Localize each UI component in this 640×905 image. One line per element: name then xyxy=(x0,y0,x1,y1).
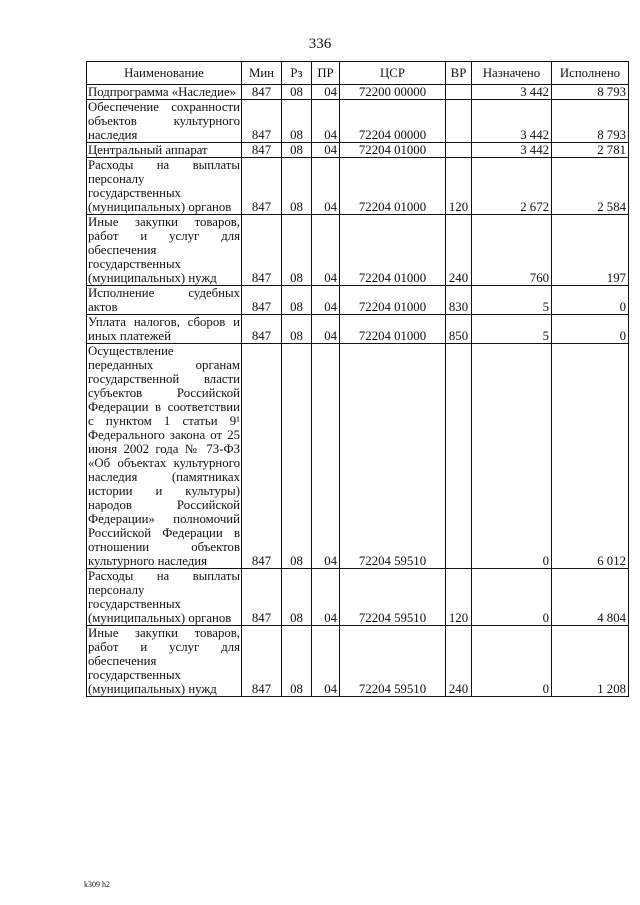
row-vr: 240 xyxy=(446,626,472,697)
row-rz: 08 xyxy=(282,215,312,286)
table-row xyxy=(87,286,629,315)
header-executed: Исполнено xyxy=(552,62,629,85)
row-executed: 6 012 xyxy=(552,344,629,569)
row-name: Расходы на выплаты персоналу государственных (муниципальных) органов xyxy=(88,158,240,214)
row-executed: 197 xyxy=(552,215,629,286)
row-executed: 8 793 xyxy=(552,100,629,143)
row-csr: 72204 01000 xyxy=(340,143,446,158)
row-min: 847 xyxy=(242,344,282,569)
row-executed: 2 584 xyxy=(552,158,629,215)
row-name: Исполнение судебных актов xyxy=(88,286,240,314)
row-assigned: 2 672 xyxy=(472,158,552,215)
row-executed: 4 804 xyxy=(552,569,629,626)
row-min: 847 xyxy=(242,569,282,626)
budget-table xyxy=(86,61,629,697)
row-min: 847 xyxy=(242,215,282,286)
row-csr: 72204 01000 xyxy=(340,286,446,315)
row-name: Иные закупки товаров, работ и услуг для обеспечения государственных (муниципальных) нужд xyxy=(88,215,240,285)
row-min: 847 xyxy=(242,626,282,697)
row-pr: 04 xyxy=(312,215,340,286)
row-name: Иные закупки товаров, работ и услуг для обеспечения государственных (муниципальных) нужд xyxy=(88,626,240,696)
table-row xyxy=(87,143,629,158)
row-name: Расходы на выплаты персоналу государственных (муниципальных) органов xyxy=(88,569,240,625)
page-number: 336 xyxy=(308,36,332,52)
row-executed: 1 208 xyxy=(552,626,629,697)
row-assigned: 3 442 xyxy=(472,100,552,143)
row-csr: 72204 01000 xyxy=(340,315,446,344)
header-pr: ПР xyxy=(312,62,340,85)
row-pr: 04 xyxy=(312,100,340,143)
footer-code: k309 h2 xyxy=(84,880,110,889)
row-pr: 04 xyxy=(312,85,340,100)
row-vr xyxy=(446,344,472,569)
table-row xyxy=(87,85,629,100)
row-executed: 0 xyxy=(552,315,629,344)
row-rz: 08 xyxy=(282,286,312,315)
table-row xyxy=(87,100,629,143)
row-name: Осуществление переданных органам государственной власти субъектов Российской Федерации в соответствии с пунктом 1 статьи 9¹ Федерального закона от 25 июня 2002 года № 73-ФЗ «Об объектах культурного наследия (памятниках истории и культуры) народов Российской Федерации» полномочий Российской Федерации в отношении объектов культурного наследия xyxy=(88,344,240,568)
row-csr: 72204 00000 xyxy=(340,100,446,143)
header-assigned: Назначено xyxy=(472,62,552,85)
row-rz: 08 xyxy=(282,626,312,697)
row-pr: 04 xyxy=(312,626,340,697)
row-pr: 04 xyxy=(312,143,340,158)
row-assigned: 3 442 xyxy=(472,85,552,100)
row-rz: 08 xyxy=(282,344,312,569)
row-min: 847 xyxy=(242,85,282,100)
row-vr: 850 xyxy=(446,315,472,344)
header-min: Мин xyxy=(242,62,282,85)
row-pr: 04 xyxy=(312,158,340,215)
row-rz: 08 xyxy=(282,569,312,626)
row-csr: 72204 59510 xyxy=(340,569,446,626)
header-vr: ВР xyxy=(446,62,472,85)
row-vr xyxy=(446,100,472,143)
row-min: 847 xyxy=(242,286,282,315)
row-name: Центральный аппарат xyxy=(87,143,242,158)
header-csr: ЦСР xyxy=(340,62,446,85)
row-assigned: 0 xyxy=(472,569,552,626)
header-name: Наименование xyxy=(87,62,242,85)
table-row xyxy=(87,626,629,697)
table-row xyxy=(87,344,629,569)
row-name: Обеспечение сохранности объектов культурного наследия xyxy=(88,100,240,142)
row-rz: 08 xyxy=(282,315,312,344)
row-vr: 830 xyxy=(446,286,472,315)
row-min: 847 xyxy=(242,100,282,143)
row-rz: 08 xyxy=(282,143,312,158)
row-csr: 72200 00000 xyxy=(340,85,446,100)
table-row xyxy=(87,158,629,215)
row-csr: 72204 01000 xyxy=(340,215,446,286)
row-pr: 04 xyxy=(312,315,340,344)
row-executed: 0 xyxy=(552,286,629,315)
header-rz: Рз xyxy=(282,62,312,85)
row-pr: 04 xyxy=(312,569,340,626)
header-row xyxy=(87,62,629,85)
row-executed: 8 793 xyxy=(552,85,629,100)
row-vr: 120 xyxy=(446,569,472,626)
row-assigned: 760 xyxy=(472,215,552,286)
row-vr xyxy=(446,85,472,100)
row-vr: 240 xyxy=(446,215,472,286)
row-rz: 08 xyxy=(282,85,312,100)
table-row xyxy=(87,215,629,286)
row-rz: 08 xyxy=(282,100,312,143)
row-min: 847 xyxy=(242,315,282,344)
row-assigned: 0 xyxy=(472,344,552,569)
row-vr: 120 xyxy=(446,158,472,215)
row-csr: 72204 01000 xyxy=(340,158,446,215)
row-assigned: 0 xyxy=(472,626,552,697)
row-assigned: 3 442 xyxy=(472,143,552,158)
row-pr: 04 xyxy=(312,286,340,315)
row-vr xyxy=(446,143,472,158)
row-csr: 72204 59510 xyxy=(340,626,446,697)
row-pr: 04 xyxy=(312,344,340,569)
row-min: 847 xyxy=(242,158,282,215)
table-row xyxy=(87,569,629,626)
row-name: Уплата налогов, сборов и иных платежей xyxy=(88,315,240,343)
row-assigned: 5 xyxy=(472,315,552,344)
row-csr: 72204 59510 xyxy=(340,344,446,569)
row-executed: 2 781 xyxy=(552,143,629,158)
row-min: 847 xyxy=(242,143,282,158)
row-rz: 08 xyxy=(282,158,312,215)
table-row xyxy=(87,315,629,344)
row-name: Подпрограмма «Наследие» xyxy=(87,85,242,100)
row-assigned: 5 xyxy=(472,286,552,315)
